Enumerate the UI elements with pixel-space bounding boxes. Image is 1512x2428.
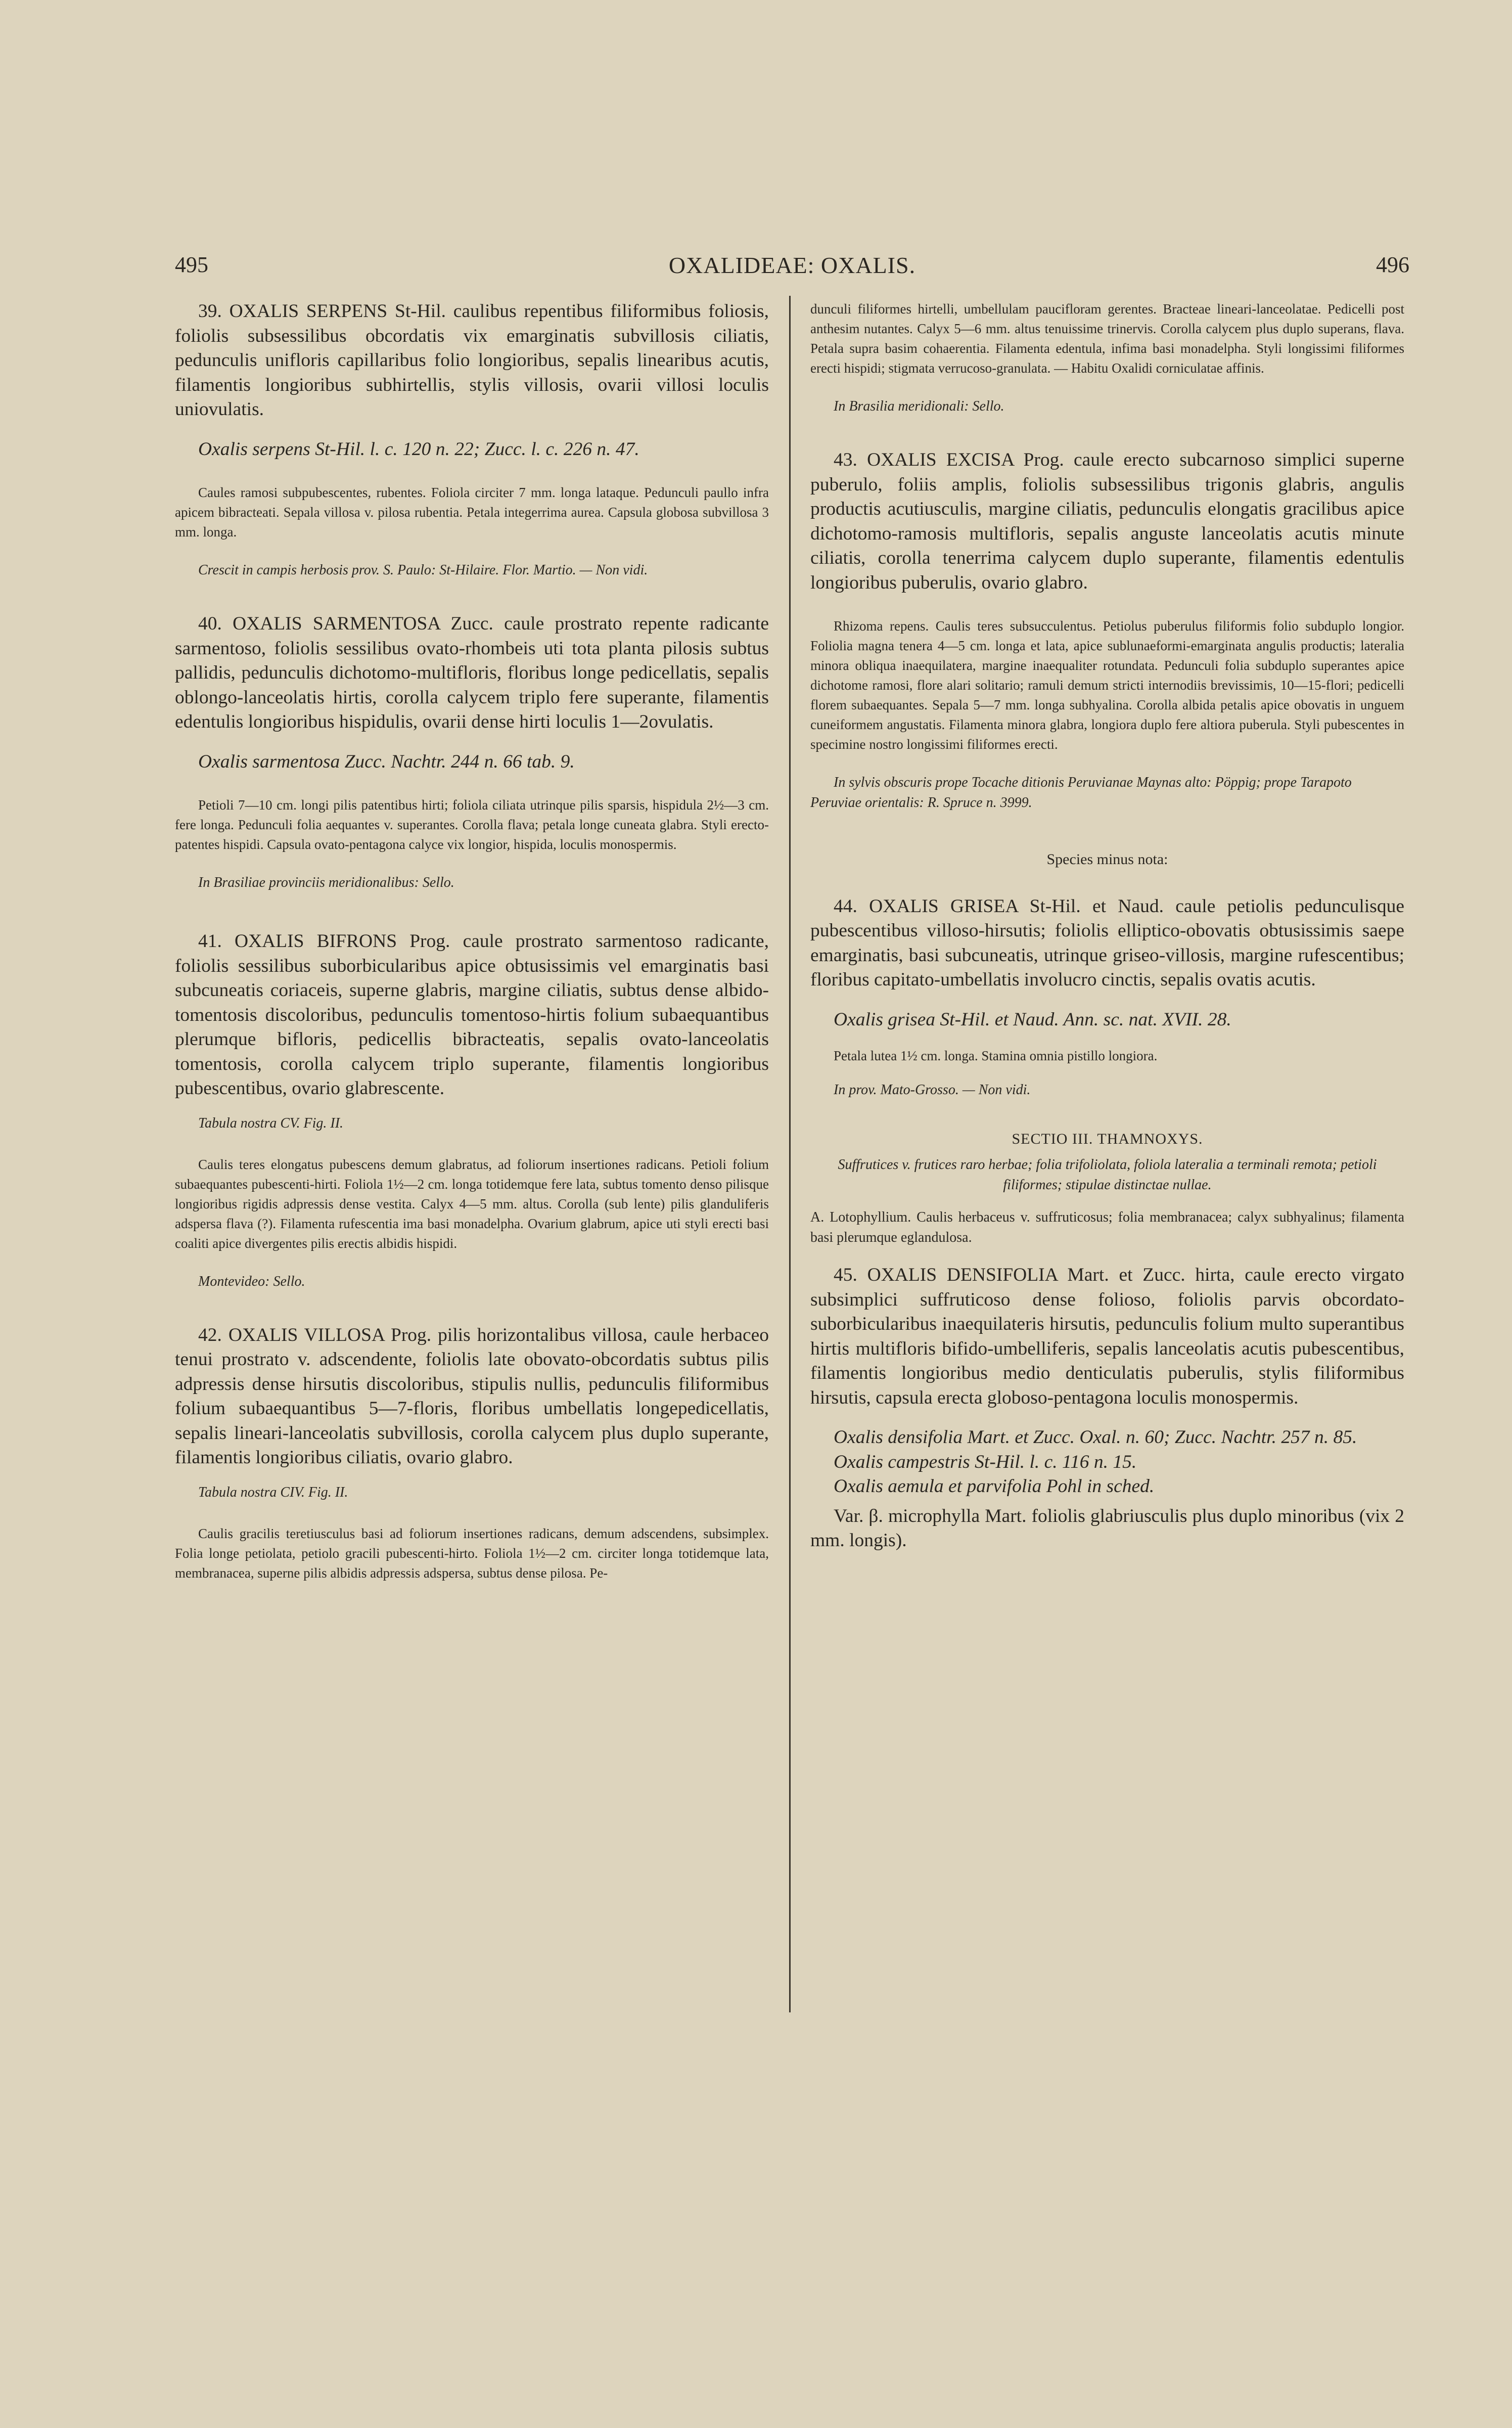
species-44-locality: In prov. Mato-Grosso. — Non vidi.	[834, 1082, 1031, 1098]
species-39-diagnosis: 39. OXALIS SERPENS St-Hil. caulibus repentibus filiformibus foliosis, foliolis subsessilibus obcordatis vix emarginatis subvillosis ciliatis, pedunculis unifloris capillaribus folio longioribus, sepalis linearibus acutis, filamentis longioribus subhirtellis, stylis villosis, ovarii villosi loculis uniovulatis.	[175, 301, 769, 420]
species-43-description: Rhizoma repens. Caulis teres subsucculentus. Petiolus puberulus filiformis folio subduplo longior. Foliolia magna tenera 4—5 cm. longa et lata, apice sublunaeformi-emarginata angulis productis; lateralia minora obliqua inaequilatera, margine inaequaliter rotundata. Pedunculi folia subduplo superantes apice dichotome ramosi, flore alari solitario; ramuli demum stricti internodiis brevissimis, 10—15-flori; pedicelli florem subaequantes. Sepala 5—7 mm. longa subhyalina. Corolla albida petalis apice obovatis in unguem cuneiformem angustatis. Filamenta minora glabra, longiora duplo fere altiora puberula. Styli pubescentes in specimine nostro longissimi filiformes erecti.	[810, 618, 1404, 752]
subsection-lotophyllium: A. Lotophyllium. Caulis herbaceus v. suffruticosus; folia membranacea; calyx subhyalinus; filamenta basi plerumque eglandulosa.	[810, 1209, 1404, 1245]
species-41-diagnosis: 41. OXALIS BIFRONS Prog. caule prostrato sarmentoso radicante, foliolis sessilibus suborbicularibus apice obtusissimis vel emarginatis basi subcuneatis coriaceis, superne glabris, margine ciliatis, subtus dense albido-tomentosis discoloribus, pedunculis tomentoso-hirtis folium subaequantibus plerumque bifloris, pedicellis bibracteatis, sepalis ovato-lanceolatis tomentosis, corolla calycem triplo superante, filamentis longioribus pubescentibus, ovario glabrescente.	[175, 931, 769, 1099]
species-minus-nota-heading: Species minus nota:	[1046, 851, 1168, 868]
species-45-variety: Var. β. microphylla Mart. foliolis glabriusculis plus duplo minoribus (vix 2 mm. longis).	[810, 1505, 1404, 1551]
species-42-plate: Tabula nostra CIV. Fig. II.	[198, 1484, 348, 1500]
right-column	[810, 299, 1404, 1553]
species-45-citation-1: Oxalis densifolia Mart. et Zucc. Oxal. n. 60; Zucc. Nachtr. 257 n. 85.	[834, 1427, 1357, 1448]
section-heading: SECTIO III. THAMNOXYS.	[1012, 1131, 1203, 1147]
species-42-diagnosis: 42. OXALIS VILLOSA Prog. pilis horizontalibus villosa, caule herbaceo tenui prostrato v. adscendente, foliolis late obovato-obcordatis subtus pilis adpressis dense hirsutis discoloribus, stipulis nullis, pedunculis filiformibus folium subaequantibus 5—7-floris, floribus umbellatis longepedicellatis, sepalis lineari-lanceolatis subvillosis, corolla calycem plus duplo superante, filamentis longioribus ciliatis, ovario glabro.	[175, 1324, 769, 1468]
species-42-locality: In Brasilia meridionali: Sello.	[834, 398, 1004, 414]
species-39-description: Caules ramosi subpubescentes, rubentes. Foliola circiter 7 mm. longa lataque. Pedunculi paullo infra apicem bibracteati. Sepala villosa v. pilosa rubentia. Petala integerrima aurea. Capsula globosa subvillosa 3 mm. longa.	[175, 485, 769, 539]
species-39-locality: Crescit in campis herbosis prov. S. Paulo: St-Hilaire. Flor. Martio. — Non vidi.	[198, 562, 648, 578]
species-44-citation: Oxalis grisea St-Hil. et Naud. Ann. sc. nat. XVII. 28.	[834, 1009, 1231, 1030]
species-42-description-continued: dunculi filiformes hirtelli, umbellulam paucifloram gerentes. Bracteae lineari-lanceolatae. Pedicelli post anthesim nutantes. Calyx 5—6 mm. altus tenuissime trinervis. Corolla calycem plus duplo superans, flava. Petala supra basim cohaerentia. Filamenta edentula, infima basi monadelpha. Styli longissimi filiformes erecti hispidi; stigmata verrucoso-granulata. — Habitu Oxalidi corniculatae affinis.	[810, 301, 1404, 376]
species-44-description: Petala lutea 1½ cm. longa. Stamina omnia pistillo longiora.	[834, 1048, 1158, 1063]
species-39-citation: Oxalis serpens St-Hil. l. c. 120 n. 22; Zucc. l. c. 226 n. 47.	[198, 438, 639, 460]
species-41-locality: Montevideo: Sello.	[198, 1273, 305, 1289]
species-41-plate: Tabula nostra CV. Fig. II.	[198, 1115, 344, 1131]
species-44-diagnosis: 44. OXALIS GRISEA St-Hil. et Naud. caule petiolis pedunculisque pubescentibus villoso-hirsutis; foliolis elliptico-obovatis obtusissimis saepe emarginatis, basi subcuneatis, utrinque griseo-villosis, margine rufescentibus; floribus capitato-umbellatis involucro cinctis, sepalis ovatis acutis.	[810, 895, 1404, 990]
left-column	[175, 299, 769, 1583]
species-45-diagnosis: 45. OXALIS DENSIFOLIA Mart. et Zucc. hirta, caule erecto virgato subsimplici suffruticoso dense folioso, foliolis parvis obcordato-suborbicularibus inaequilateris hirsutis, pedunculis folium multo superantibus hirtis multifloris bifido-umbelliferis, sepalis lanceolatis acutis pubescentibus, filamentis longioribus medio denticulatis puberulis, stylis filiformibus hirsutis, capsula erecta globoso-pentagona loculis monospermis.	[810, 1265, 1404, 1408]
species-40-diagnosis: 40. OXALIS SARMENTOSA Zucc. caule prostrato repente radicante sarmentoso, foliolis sessilibus ovato-rhombeis uti tota planta pilosis subtus pallidis, pedunculis dichotomo-multifloris, floribus longe pedicellatis, sepalis oblongo-lanceolatis hirtis, corolla calycem triplo fere superante, filamentis edentulis longioribus hispidulis, ovarii dense hirti loculis 1—2ovulatis.	[175, 613, 769, 732]
species-41-description: Caulis teres elongatus pubescens demum glabratus, ad foliorum insertiones radicans. Petioli folium subaequantes pubescenti-hirti. Foliola 1½—2 cm. longa totidemque fere lata, subtus tomento denso pilisque longioribus rigidis adpressis dense vestita. Calyx 4—5 mm. altus. Corolla (sub lente) pilis glanduliferis adspersa flava (?). Filamenta rufescentia ima basi monadelpha. Ovarium glabrum, apice uti styli erecti basi coaliti apice divergentes pilis erectis albidis hispidi.	[175, 1156, 769, 1251]
running-title: OXALIDEAE: OXALIS.	[668, 252, 916, 278]
species-40-locality: In Brasiliae provinciis meridionalibus: Sello.	[198, 875, 454, 890]
species-45-citation-3: Oxalis aemula et parvifolia Pohl in sched.	[834, 1476, 1155, 1497]
section-description: Suffrutices v. frutices raro herbae; folia trifoliolata, foliola lateralia a terminali remota; petioli filiformes; stipulae distinctae nullae.	[838, 1157, 1377, 1193]
species-40-citation: Oxalis sarmentosa Zucc. Nachtr. 244 n. 66 tab. 9.	[198, 751, 575, 772]
page-number-left: 495	[175, 252, 208, 277]
running-header	[175, 252, 1409, 287]
species-40-description: Petioli 7—10 cm. longi pilis patentibus hirti; foliola ciliata utrinque pilis sparsis, hispidula 2½—3 cm. fere longa. Pedunculi folia aequantes v. superantes. Corolla flava; petala longe cuneata glabra. Styli erecto-patentes hispidi. Capsula ovato-pentagona calyce vix longior, hispida, loculis monospermis.	[175, 797, 769, 852]
column-divider	[789, 296, 791, 2012]
species-43-locality: In sylvis obscuris prope Tocache ditionis Peruvianae Maynas alto: Pöppig; prope Tarapoto Peruviae orientalis: R. Spruce n. 3999.	[810, 775, 1352, 811]
species-43-diagnosis: 43. OXALIS EXCISA Prog. caule erecto subcarnoso simplici superne puberulo, foliis amplis, foliolis subsessilibus trigonis glabris, angulis productis acutiusculis, margine ciliatis, pedunculis elongatis gracilibus apice dichotomo-ramosis multifloris, sepalis anguste lanceolatis acutis minute ciliatis, corolla tenerrima calycem duplo superante, filamentis edentulis longioribus puberulis, ovario glabro.	[810, 449, 1404, 593]
species-45-citation-2: Oxalis campestris St-Hil. l. c. 116 n. 15.	[834, 1451, 1137, 1472]
species-42-description: Caulis gracilis teretiusculus basi ad foliorum insertiones radicans, demum adscendens, subsimplex. Folia longe petiolata, petiolo gracili pubescenti-hirto. Foliola 1½—2 cm. circiter longa totidemque lata, membranacea, superne pilis albidis adpressis adspersa, subtus dense pilosa. Pe-	[175, 1525, 769, 1581]
page-number-right: 496	[1376, 252, 1409, 277]
